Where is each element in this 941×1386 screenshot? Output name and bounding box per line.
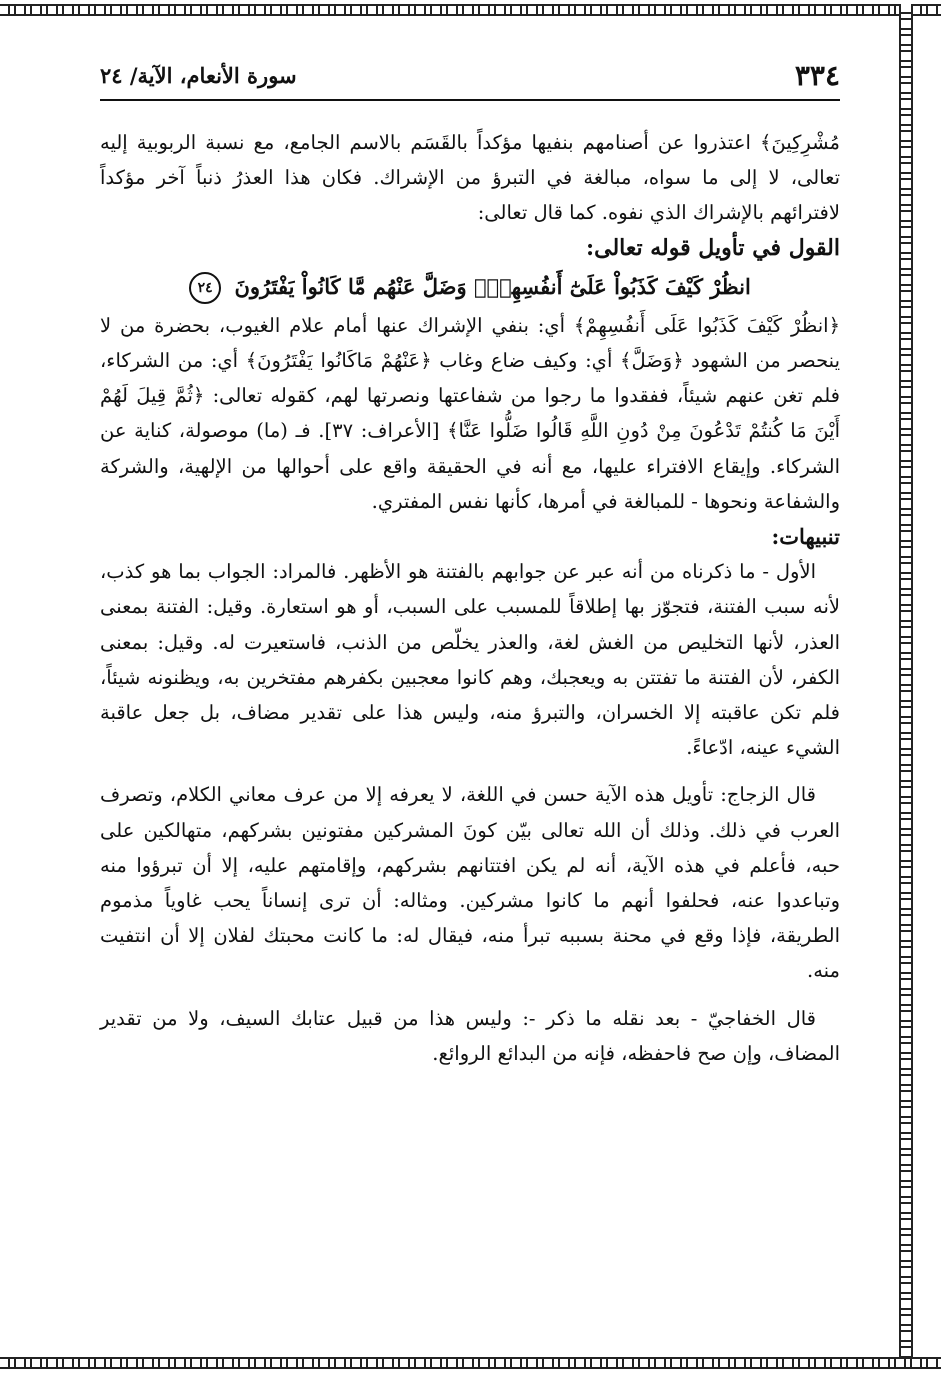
section-heading: القول في تأويل قوله تعالى: — [586, 234, 840, 261]
paragraph-4: قال الزجاج: تأويل هذه الآية حسن في اللغة، لا يعرفه إلا من عرف معاني الكلام، وتصرف العرب في ذلك. وذلك أن الله تعالى بيّن كونَ المشركين مفتونين بشركهم، متهالكين على حبه، فأعلم في هذه الآية، أنه لم يكن افتتانهم بشركهم، وإقامتهم عليه، إلا أن تبرؤوا منه وتباعدوا عنه، فحلفوا أنهم ما كانوا مشركين. ومثاله: أن ترى إنساناً يحب غاوياً مذموم الطريقة، فإذا وقع في محنة بسببه تبرأ منه، فيقال له: ما كانت محبتك لفلان إلا أن انتفيت منه. — [100, 783, 840, 983]
page-number: ٣٣٤ — [794, 59, 840, 92]
header-rule — [100, 99, 840, 101]
paragraph-5: قال الخفاجيّ - بعد نقله ما ذكر -: وليس هذا من قبيل عتابك السيف، ولا من تقدير المضاف، وإن صح فاحفظه، فإنه من البدائع الروائع. — [100, 1006, 840, 1065]
quran-verse — [100, 266, 840, 308]
right-ornamental-border — [899, 4, 913, 1369]
paragraph-gap — [100, 765, 840, 777]
notes-heading: تنبيهات: — [771, 524, 840, 550]
paragraph-1: مُشْرِكِينَ﴾ اعتذروا عن أصنامهم بنفيها مؤكداً بالقَسَم بالاسم الجامع، مع نسبة الربوبية إليه تعالى، لا إلى ما سواه، مبالغة في التبرؤ من الإشراك. فكان هذا العذرُ ذنباً آخر مؤكداً لافترائهم بالإشراك الذي نفوه. كما قال تعالى: — [100, 131, 840, 225]
paragraph-3: الأول - ما ذكرناه من أنه عبر عن جوابهم بالفتنة هو الأظهر. فالمراد: الجواب بما هو كذب، لأنه سبب الفتنة، فتجوّز بها إطلاقاً للمسبب على السبب، أو هو استعارة. وقيل: الفتنة بمعنى العذر، لأنها التخليص من الغش لغة، والعذر يخلّص من الذنب، فاستعيرت له. وقيل: بمعنى الكفر، لأن الفتنة ما تفتتن به ويعجبك، وهم كانوا معجبين بكفرهم مفتخرين به، ويظنونه شيئاً، فلم تكن عاقبته إلا الخسران، والتبرؤ منه، وليس هذا على تقدير مضاف، بل جعل عاقبة الشيء عينه، ادّعاءً. — [100, 560, 840, 760]
page-header — [100, 55, 840, 99]
running-head: سورة الأنعام، الآية/ ٢٤ — [100, 63, 297, 88]
top-ornamental-border — [0, 4, 941, 16]
verse-number-icon: ٢٤ — [189, 272, 221, 304]
page-content — [100, 125, 840, 1071]
paragraph-gap — [100, 989, 840, 1001]
verse-text: انظُرْ كَيْفَ كَذَبُواْ عَلَىٰٓ أَنفُسِهِمْۚ وَضَلَّ عَنْهُم مَّا كَانُواْ يَفْتَرُونَ — [234, 273, 751, 299]
page — [100, 55, 840, 1345]
paragraph-2: ﴿انظُرْ كَيْفَ كَذَبُوا عَلَى أَنفُسِهِمْ﴾ أي: بنفي الإشراك عنها أمام علام الغيوب، بحضرة من لا ينحصر من الشهود ﴿وَضَلَّ﴾ أي: وكيف ضاع وغاب ﴿عَنْهُمْ مَاكَانُوا يَفْتَرُونَ﴾ أي: من الشركاء، فلم تغن عنهم شيئاً، ففقدوا ما رجوا من شفاعتها ونصرتها لهم، كقوله تعالى: ﴿ثُمَّ قِيلَ لَهُمْ أَيْنَ مَا كُنتُمْ تَدْعُونَ مِنْ دُونِ اللَّهِ قَالُوا ضَلُّوا عَنَّا﴾ [الأعراف: ٣٧]. فـ (ما) موصولة، كناية عن الشركاء. وإيقاع الافتراء عليها، مع أنه في الحقيقة واقع على أحوالها من الإلهية، والشركة والشفاعة ونحوها - للمبالغة في أمرها، كأنها نفس المفتري. — [100, 313, 840, 513]
bottom-ornamental-border — [0, 1357, 941, 1369]
